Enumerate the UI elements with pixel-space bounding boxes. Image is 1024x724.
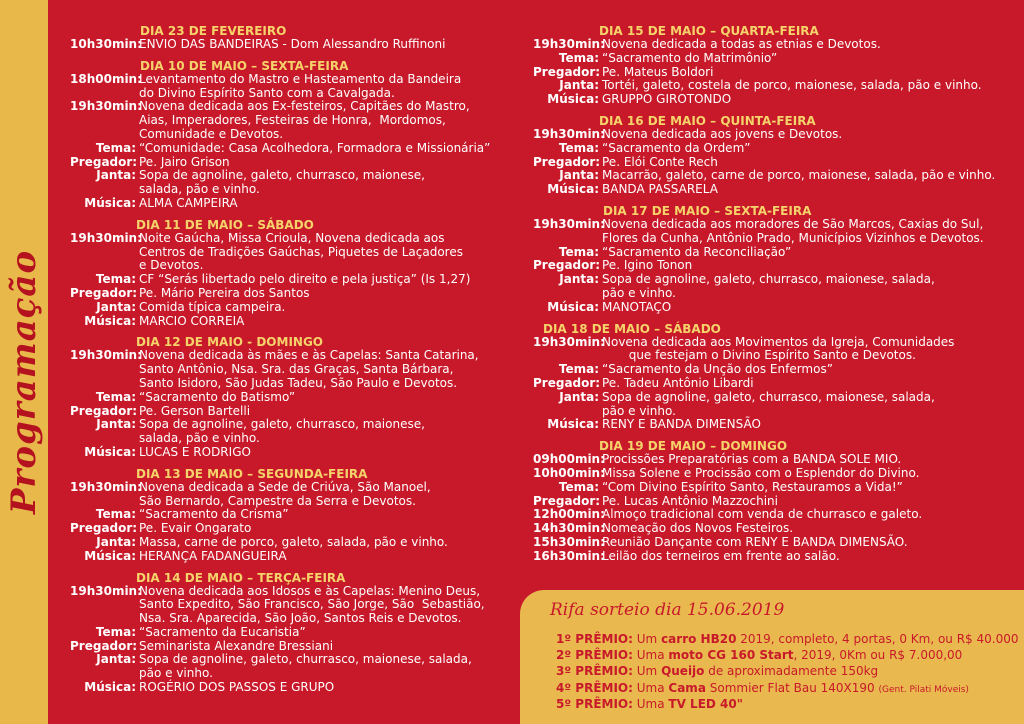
- row-label: Música:: [547, 299, 599, 314]
- day-block: [533, 114, 1013, 197]
- row-text: Pe. Jairo Grison: [139, 154, 230, 169]
- day-block: [533, 439, 1013, 563]
- row-label: [70, 667, 136, 681]
- row-text: ROGÉRIO DOS PASSOS E GRUPO: [139, 680, 335, 695]
- prize-name: moto CG 160 Start: [668, 648, 794, 663]
- day-title: DIA 16 DE MAIO – QUINTA-FEIRA: [599, 113, 816, 128]
- prize-pre: Uma: [636, 680, 669, 695]
- prize-item: [556, 632, 1019, 648]
- row-label: Pregador:: [533, 493, 601, 508]
- row-text: Levantamento do Mastro e Hasteamento da Bandeira: [139, 71, 462, 86]
- row-text: Santo Antônio, Nsa. Sra. das Graças, Santa Bárbara,: [139, 362, 454, 377]
- row-label: Pregador:: [70, 403, 138, 418]
- row-text: RENY E BANDA DIMENSÃO: [602, 417, 761, 432]
- day-block: [70, 467, 510, 564]
- row-text: Leilão dos terneiros em frente ao salão.: [602, 548, 840, 563]
- row-text: do Divino Espírito Santo com a Cavalgada.: [139, 85, 395, 100]
- row-label: Pregador:: [70, 285, 138, 300]
- schedule-row: [70, 405, 510, 419]
- row-label: 14h30min:: [533, 521, 605, 536]
- schedule-row: [70, 681, 510, 695]
- schedule-row: [533, 93, 1013, 107]
- row-text: Novena dedicada aos jovens e Devotos.: [602, 126, 843, 141]
- row-text: que festejam o Divino Espírito Santo e Devotos.: [602, 348, 916, 363]
- row-label: Janta:: [96, 168, 136, 183]
- schedule-row: [533, 363, 1013, 377]
- row-text: Novena dedicada aos Ex-festeiros, Capitães do Mastro,: [139, 99, 470, 114]
- row-text: CF “Serás libertado pelo direito e pela justiça” (Is 1,27): [139, 272, 471, 287]
- schedule-row: [70, 114, 510, 128]
- schedule-row: [533, 79, 1013, 93]
- day-block: [533, 322, 1013, 433]
- row-text: “Sacramento do Batismo”: [139, 389, 296, 404]
- prize-label: 4º PRÊMIO:: [556, 680, 633, 695]
- row-text: Sopa de agnoline, galeto, churrasco, maionese,: [139, 417, 425, 432]
- schedule-row: [70, 169, 510, 183]
- schedule-row: [70, 522, 510, 536]
- row-label: Música:: [84, 195, 136, 210]
- row-label: [70, 128, 136, 142]
- schedule-row: [533, 391, 1013, 405]
- schedule-row: [70, 287, 510, 301]
- row-label: 15h30min:: [533, 534, 605, 549]
- row-label: Janta:: [96, 534, 136, 549]
- row-text: Nomeação dos Novos Festeiros.: [602, 521, 794, 536]
- row-text: “Sacramento da Crisma”: [139, 507, 289, 522]
- schedule-row: [533, 259, 1013, 273]
- schedule-row: [533, 232, 1013, 246]
- row-text: Pe. Mateus Boldori: [602, 64, 714, 79]
- prize-sponsor: (Gent. Pilati Móveis): [878, 684, 969, 695]
- row-label: [70, 432, 136, 446]
- row-text: Comunidade e Devotos.: [139, 126, 284, 141]
- row-label: Tema:: [558, 244, 599, 259]
- row-label: Música:: [547, 417, 599, 432]
- row-label: [70, 246, 136, 260]
- day-title: DIA 11 DE MAIO – SÁBADO: [136, 217, 314, 232]
- row-label: Pregador:: [533, 64, 601, 79]
- row-text: e Devotos.: [139, 258, 204, 273]
- schedule-row: [533, 287, 1013, 301]
- row-text: “Sacramento da Unção dos Enfermos”: [602, 362, 833, 377]
- row-label: 10h30min:: [70, 37, 142, 51]
- row-text: Macarrão, galeto, carne de porco, maionese, salada, pão e vinho.: [602, 168, 996, 183]
- row-label: 18h00min:: [70, 71, 142, 86]
- programacao-vertical-title: [4, 249, 44, 515]
- schedule-row: [70, 667, 510, 681]
- prize-label: 2º PRÊMIO:: [556, 648, 633, 663]
- row-label: [70, 495, 136, 509]
- row-label: Janta:: [96, 652, 136, 667]
- row-label: [533, 405, 599, 419]
- row-text: Missa Solene e Procissão com o Esplendor do Divino.: [602, 465, 920, 480]
- row-text: Sopa de agnoline, galeto, churrasco, maionese, salada,: [602, 272, 935, 287]
- row-label: Pregador:: [70, 521, 138, 536]
- schedule-row: [70, 183, 510, 197]
- schedule-row: [533, 52, 1013, 66]
- schedule-row: [70, 87, 510, 101]
- row-label: Pregador:: [70, 154, 138, 169]
- row-label: Pregador:: [533, 154, 601, 169]
- schedule-row: [533, 536, 1013, 550]
- schedule-row: [70, 377, 510, 391]
- prize-label: 1º PRÊMIO:: [556, 632, 633, 646]
- row-text: Noite Gaúcha, Missa Crioula, Novena dedicada aos: [139, 230, 445, 245]
- row-text: “Sacramento da Ordem”: [602, 140, 751, 155]
- row-label: 19h30min:: [533, 37, 605, 51]
- prize-details: de aproximadamente 150kg: [704, 664, 879, 679]
- row-label: Tema:: [95, 272, 136, 287]
- schedule-row: [70, 640, 510, 654]
- row-text: Novena dedicada aos moradores de São Marcos, Caxias do Sul,: [602, 216, 984, 231]
- day-block: [70, 59, 510, 211]
- day-title: DIA 17 DE MAIO – SEXTA-FEIRA: [603, 203, 812, 218]
- row-text: Aias, Imperadores, Festeiras de Honra, Mordomos,: [139, 113, 446, 128]
- schedule-row: [533, 522, 1013, 536]
- row-label: Tema:: [558, 479, 599, 494]
- row-text: Novena dedicada a todas as etnias e Devotos.: [602, 37, 881, 51]
- row-text: Massa, carne de porco, galeto, salada, pão e vinho.: [139, 534, 448, 549]
- prize-item: [556, 664, 1019, 680]
- schedule-row: [70, 73, 510, 87]
- schedule-row: [533, 301, 1013, 315]
- row-label: Música:: [84, 313, 136, 328]
- day-title: DIA 15 DE MAIO – QUARTA-FEIRA: [599, 24, 819, 38]
- schedule-row: [533, 467, 1013, 481]
- prize-pre: Um: [636, 664, 662, 679]
- row-label: 19h30min:: [70, 479, 142, 494]
- schedule-row: [70, 301, 510, 315]
- row-label: [70, 114, 136, 128]
- row-text: Sopa de agnoline, galeto, churrasco, maionese, salada,: [139, 652, 472, 667]
- schedule-row: [70, 598, 510, 612]
- schedule-row: [70, 495, 510, 509]
- row-text: Pe. Gerson Bartelli: [139, 403, 251, 418]
- row-label: 12h00min:: [533, 507, 605, 522]
- row-text: Pe. Tadeu Antônio Libardi: [602, 375, 754, 390]
- row-label: [70, 87, 136, 101]
- schedule-row: [533, 128, 1013, 142]
- row-label: [533, 287, 599, 301]
- row-text: HERANÇA FADANGUEIRA: [139, 548, 287, 563]
- schedule-row: [533, 453, 1013, 467]
- row-label: Tema:: [95, 507, 136, 522]
- schedule-row: [70, 446, 510, 460]
- row-text: Procissões Preparatórias com a BANDA SOLE MIO.: [602, 452, 902, 467]
- row-text: salada, pão e vinho.: [139, 182, 260, 197]
- row-text: Tortéi, galeto, costela de porco, maionese, salada, pão e vinho.: [602, 78, 982, 93]
- day-block: [70, 571, 510, 695]
- schedule-row: [70, 259, 510, 273]
- day-title: DIA 12 DE MAIO - DOMINGO: [136, 335, 323, 350]
- row-label: [70, 183, 136, 197]
- prize-label: 3º PRÊMIO:: [556, 664, 633, 679]
- day-title: DIA 18 DE MAIO – SÁBADO: [543, 321, 721, 336]
- row-label: 19h30min:: [533, 334, 605, 349]
- prize-item: [556, 648, 1019, 664]
- row-label: [70, 612, 136, 626]
- row-label: Janta:: [96, 417, 136, 432]
- schedule-row: [533, 142, 1013, 156]
- schedule-row: [70, 232, 510, 246]
- prize-pre: Uma: [636, 648, 669, 663]
- schedule-row: [70, 349, 510, 363]
- row-text: pão e vinho.: [602, 403, 676, 418]
- row-label: Música:: [84, 680, 136, 695]
- row-label: [70, 259, 136, 273]
- row-text: “Sacramento da Reconciliação”: [602, 244, 792, 259]
- schedule-row: [533, 218, 1013, 232]
- schedule-row: [70, 156, 510, 170]
- schedule-row: [533, 273, 1013, 287]
- row-label: Música:: [84, 548, 136, 563]
- row-text: São Bernardo, Campestre da Serra e Devotos.: [139, 493, 416, 508]
- row-label: Tema:: [95, 389, 136, 404]
- row-text: Pe. Evair Ongarato: [139, 521, 252, 536]
- row-text: MARCIO CORREIA: [139, 313, 245, 328]
- row-label: [533, 232, 599, 246]
- row-text: Centros de Tradições Gaúchas, Piquetes de Laçadores: [139, 244, 463, 259]
- schedule-row: [70, 481, 510, 495]
- row-text: Sopa de agnoline, galeto, churrasco, maionese, salada,: [602, 389, 935, 404]
- schedule-row: [70, 418, 510, 432]
- row-text: ENVIO DAS BANDEIRAS - Dom Alessandro Ruffinoni: [139, 37, 446, 51]
- schedule-row: [70, 550, 510, 564]
- schedule-row: [70, 432, 510, 446]
- prize-details: , 2019, 0Km ou R$ 7.000,00: [793, 648, 963, 663]
- row-text: Reunião Dançante com RENY E BANDA DIMENSÃO.: [602, 534, 908, 549]
- row-text: “Comunidade: Casa Acolhedora, Formadora e Missionária”: [139, 140, 491, 155]
- row-label: Tema:: [558, 50, 599, 65]
- row-label: Pregador:: [533, 258, 601, 273]
- row-text: Novena dedicada às mães e às Capelas: Santa Catarina,: [139, 348, 479, 363]
- row-label: 19h30min:: [533, 126, 605, 141]
- row-text: GRUPPO GIROTONDO: [602, 92, 732, 107]
- row-text: Novena dedicada aos Movimentos da Igreja, Comunidades: [602, 334, 955, 349]
- schedule-row: [533, 481, 1013, 495]
- row-text: “Com Divino Espírito Santo, Restauramos a Vida!”: [602, 479, 903, 494]
- schedule-row: [533, 183, 1013, 197]
- prize-name: TV LED 40": [668, 696, 743, 711]
- row-text: pão e vinho.: [139, 666, 213, 681]
- row-label: [533, 349, 599, 363]
- day-title: DIA 10 DE MAIO – SEXTA-FEIRA: [140, 58, 349, 73]
- schedule-row: [533, 156, 1013, 170]
- schedule-row: [533, 495, 1013, 509]
- schedule-row: [533, 66, 1013, 80]
- row-text: salada, pão e vinho.: [139, 431, 260, 446]
- row-label: Música:: [547, 92, 599, 107]
- row-text: Flores da Cunha, Antônio Prado, Municípios Vizinhos e Devotos.: [602, 230, 984, 245]
- row-text: Pe. Elói Conte Rech: [602, 154, 718, 169]
- day-title: DIA 19 DE MAIO – DOMINGO: [599, 439, 788, 454]
- schedule-row: [70, 142, 510, 156]
- schedule-row: [70, 273, 510, 287]
- row-text: Seminarista Alexandre Bressiani: [139, 638, 334, 653]
- raffle-title: Rifa sorteio dia 15.06.2019: [550, 600, 785, 620]
- schedule-row: [533, 418, 1013, 432]
- row-label: 19h30min:: [70, 348, 142, 363]
- day-block: [70, 335, 510, 459]
- row-text: Sopa de agnoline, galeto, churrasco, maionese,: [139, 168, 425, 183]
- row-text: “Sacramento da Eucaristia”: [139, 624, 306, 639]
- row-text: LUCAS E RODRIGO: [139, 444, 251, 459]
- schedule-row: [70, 653, 510, 667]
- prize-label: 5º PRÊMIO:: [556, 696, 633, 711]
- row-label: Tema:: [95, 140, 136, 155]
- day-title: DIA 14 DE MAIO – TERÇA-FEIRA: [136, 570, 346, 585]
- prize-item: [556, 697, 1019, 713]
- prize-name: Queijo: [661, 664, 705, 679]
- row-label: Janta:: [96, 299, 136, 314]
- schedule-right-column: [533, 24, 1013, 571]
- schedule-row: [533, 38, 1013, 52]
- row-text: Santo Expedito, São Francisco, São Jorge, São Sebastião,: [139, 597, 485, 612]
- row-text: BANDA PASSARELA: [602, 182, 718, 197]
- row-label: Música:: [547, 182, 599, 197]
- prize-list: [556, 632, 1019, 713]
- prize-pre: Uma: [636, 696, 669, 711]
- row-label: 19h30min:: [70, 230, 142, 245]
- day-block: [533, 24, 1013, 107]
- row-label: 10h00min:: [533, 465, 605, 480]
- row-label: Janta:: [559, 78, 599, 93]
- row-label: Música:: [84, 444, 136, 459]
- row-label: Janta:: [559, 389, 599, 404]
- row-text: Pe. Lucas Antônio Mazzochini: [602, 493, 778, 508]
- prize-item: [556, 681, 1019, 697]
- schedule-row: [533, 336, 1013, 350]
- schedule-row: [70, 100, 510, 114]
- schedule-left-column: [70, 24, 510, 702]
- schedule-row: [70, 536, 510, 550]
- row-text: MANOTAÇO: [602, 299, 672, 314]
- row-text: ALMA CAMPEIRA: [139, 195, 238, 210]
- schedule-row: [533, 550, 1013, 564]
- schedule-row: [533, 349, 1013, 363]
- row-label: Pregador:: [70, 638, 138, 653]
- schedule-row: [70, 585, 510, 599]
- day-block: [70, 24, 510, 52]
- row-label: 19h30min:: [70, 99, 142, 114]
- row-label: Janta:: [559, 272, 599, 287]
- row-label: Tema:: [558, 362, 599, 377]
- row-text: Pe. Mário Pereira dos Santos: [139, 285, 310, 300]
- row-label: Janta:: [559, 168, 599, 183]
- day-block: [533, 204, 1013, 315]
- row-text: Comida típica campeira.: [139, 299, 286, 314]
- schedule-row: [70, 508, 510, 522]
- day-title: DIA 23 DE FEVEREIRO: [140, 24, 287, 38]
- row-text: Novena dedicada a Sede de Criúva, São Manoel,: [139, 479, 431, 494]
- row-label: Tema:: [95, 624, 136, 639]
- row-label: Pregador:: [533, 375, 601, 390]
- row-label: [70, 363, 136, 377]
- row-label: 09h00min:: [533, 452, 605, 467]
- schedule-row: [70, 38, 510, 52]
- raffle-box: [520, 590, 1024, 724]
- row-text: “Sacramento do Matrimônio”: [602, 50, 778, 65]
- row-label: 19h30min:: [533, 216, 605, 231]
- schedule-row: [70, 315, 510, 329]
- row-text: Pe. Igino Tonon: [602, 258, 693, 273]
- schedule-row: [533, 377, 1013, 391]
- row-text: Nsa. Sra. Aparecida, São João, Santos Reis e Devotos.: [139, 611, 462, 626]
- schedule-row: [70, 391, 510, 405]
- row-text: Novena dedicada aos Idosos e às Capelas: Menino Deus,: [139, 583, 481, 598]
- prize-name: Cama: [668, 680, 706, 695]
- row-label: [70, 377, 136, 391]
- prize-pre: Um: [636, 632, 662, 646]
- day-title: DIA 13 DE MAIO – SEGUNDA-FEIRA: [136, 466, 368, 481]
- row-text: Santo Isidoro, São Judas Tadeu, São Paulo e Devotos.: [139, 375, 458, 390]
- schedule-row: [533, 246, 1013, 260]
- schedule-row: [70, 246, 510, 260]
- schedule-row: [533, 169, 1013, 183]
- row-label: Tema:: [558, 140, 599, 155]
- prize-name: carro HB20: [661, 632, 737, 646]
- row-label: [70, 598, 136, 612]
- prize-details: Sommier Flat Bau 140X190: [705, 680, 879, 695]
- schedule-row: [70, 363, 510, 377]
- row-text: pão e vinho.: [602, 285, 676, 300]
- day-block: [70, 218, 510, 329]
- schedule-row: [533, 508, 1013, 522]
- side-title-text: Programação: [4, 249, 44, 515]
- row-label: 16h30min:: [533, 548, 605, 563]
- schedule-row: [70, 626, 510, 640]
- prize-details: 2019, completo, 4 portas, 0 Km, ou R$ 40.000: [736, 632, 1019, 646]
- schedule-row: [70, 612, 510, 626]
- schedule-row: [70, 197, 510, 211]
- schedule-row: [70, 128, 510, 142]
- row-label: 19h30min:: [70, 583, 142, 598]
- row-text: Almoço tradicional com venda de churrasco e galeto.: [602, 507, 923, 522]
